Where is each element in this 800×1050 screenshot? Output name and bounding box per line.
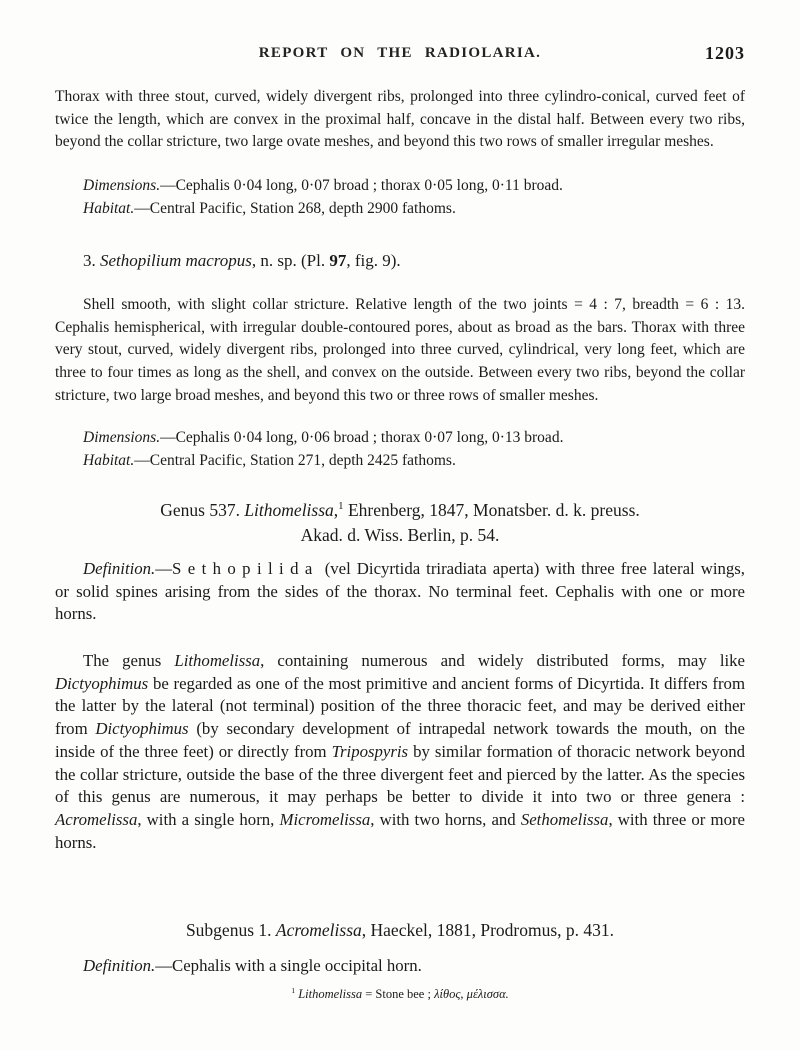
- species-description-continued: Thorax with three stout, curved, widely divergent ribs, prolonged into three cylindro-conical, curved feet of twice the length, which are convex in the proximal half, concave in the distal half. Between every two ribs, beyond the collar stricture, two large ovate meshes, and beyond this two rows of smaller irregular meshes.: [55, 88, 745, 151]
- species-heading: 3. Sethopilium macropus, n. sp. (Pl. 97, fig. 9).: [83, 251, 401, 270]
- habitat-line: Habitat.—Central Pacific, Station 268, depth 2900 fathoms.: [83, 200, 456, 217]
- genus-discussion: The genus Lithomelissa, containing numerous and widely distributed forms, may like Dictyophimus be regarded as one of the most primitive and ancient forms of Dicyrtida. It differs from the latter by the lateral (not terminal) position of the three thoracic feet, and may be derived either from Dictyophimus (by secondary development of intrapedal network towards the mouth, on the inside of the three feet) or directly from Tripospyris by similar formation of thoracic network beyond the collar stricture, outside the base of the three divergent feet and pierced by the latter. As the species of this genus are numerous, it may perhaps be better to divide it into two or three genera : Acromelissa, with a single horn, Micromelissa, with two horns, and Sethomelissa, with three or more horns.: [55, 651, 745, 852]
- running-head: [55, 45, 745, 67]
- page-title: REPORT ON THE RADIOLARIA.: [258, 45, 542, 61]
- page-number: 1203: [705, 43, 745, 63]
- genus-heading-line-1: Genus 537. Lithomelissa,$^1$ Ehrenberg, 1847, Monatsber. d. k. preuss.: [160, 500, 640, 520]
- genus-heading-line-2: Akad. d. Wiss. Berlin, p. 54.: [300, 525, 500, 545]
- subgenus-heading: Subgenus 1. Acromelissa, Haeckel, 1881, Prodromus, p. 431.: [185, 920, 615, 940]
- genus-heading: [55, 498, 745, 548]
- habitat-line: Habitat.—Central Pacific, Station 271, depth 2425 fathoms.: [83, 452, 456, 469]
- dimensions-line: Dimensions.—Cephalis 0·04 long, 0·06 broad ; thorax 0·07 long, 0·13 broad.: [83, 429, 564, 446]
- species-description: Shell smooth, with slight collar stricture. Relative length of the two joints = 4 : 7, breadth = 6 : 13. Cephalis hemispherical, with irregular double-contoured pores, about as broad as the bars. Thorax with three very stout, curved, widely divergent ribs, prolonged into three curved, cylindrical, very long feet, which are three to four times as long as the shell, and convex on the outside. Between every two ribs, beyond the collar stricture, two large broad meshes, and beyond this two or three rows of smaller meshes.: [55, 296, 745, 404]
- dimensions-line: Dimensions.—Cephalis 0·04 long, 0·07 broad ; thorax 0·05 long, 0·11 broad.: [83, 177, 563, 194]
- genus-definition: Definition.—Sethopilida (vel Dicyrtida triradiata aperta) with three free lateral wings, or solid spines arising from the sides of the thorax. No terminal feet. Cephalis with one or more horns.: [55, 559, 745, 624]
- footnote: $^1$ Lithomelissa = Stone bee ; λίθος, μέλισσα.: [291, 985, 509, 1001]
- subgenus-definition: Definition.—Cephalis with a single occipital horn.: [83, 956, 422, 975]
